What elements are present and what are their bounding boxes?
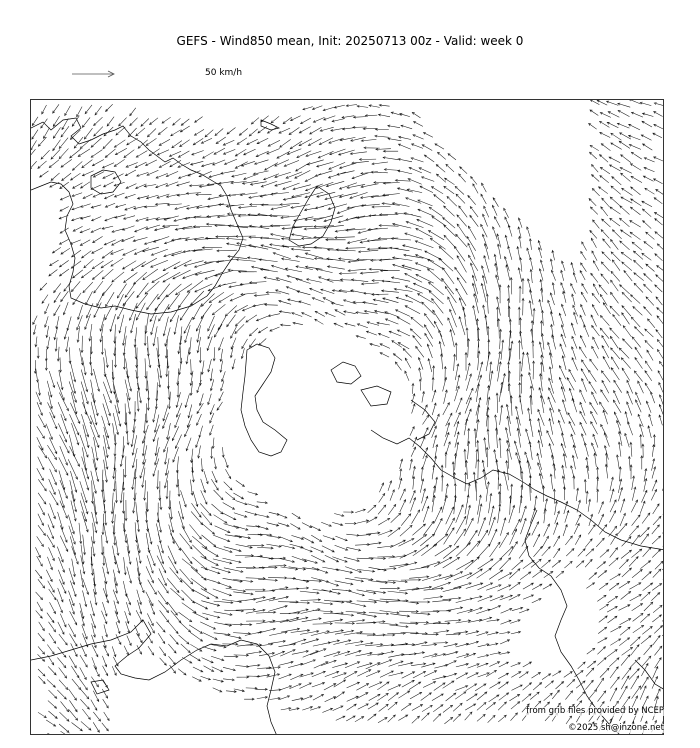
wind-map-canvas <box>31 100 664 735</box>
wind-legend <box>70 66 270 82</box>
wind-vector-arrows <box>31 100 664 735</box>
coastline-hudson <box>91 170 121 194</box>
credit-source: from grib files provided by NCEP <box>526 706 664 716</box>
legend-label: 50 km/h <box>205 68 243 78</box>
map-title: GEFS - Wind850 mean, Init: 20250713 00z - Valid: week 0 <box>176 34 524 48</box>
coastline-arctic-islands <box>241 344 287 456</box>
coastline-island-1 <box>261 120 279 130</box>
credit-copyright: ©2025 sh@inzone.net <box>568 723 664 733</box>
coastline-svalbard <box>331 362 361 384</box>
coastline-franzjosef <box>361 386 391 406</box>
coastlines <box>31 118 664 735</box>
wind-map <box>30 99 664 735</box>
wind-vectors <box>31 100 664 735</box>
coastline-med <box>635 660 664 690</box>
coastline-europe <box>525 510 621 735</box>
coastline-siberia <box>411 400 435 440</box>
legend-arrow-icon <box>70 66 120 82</box>
